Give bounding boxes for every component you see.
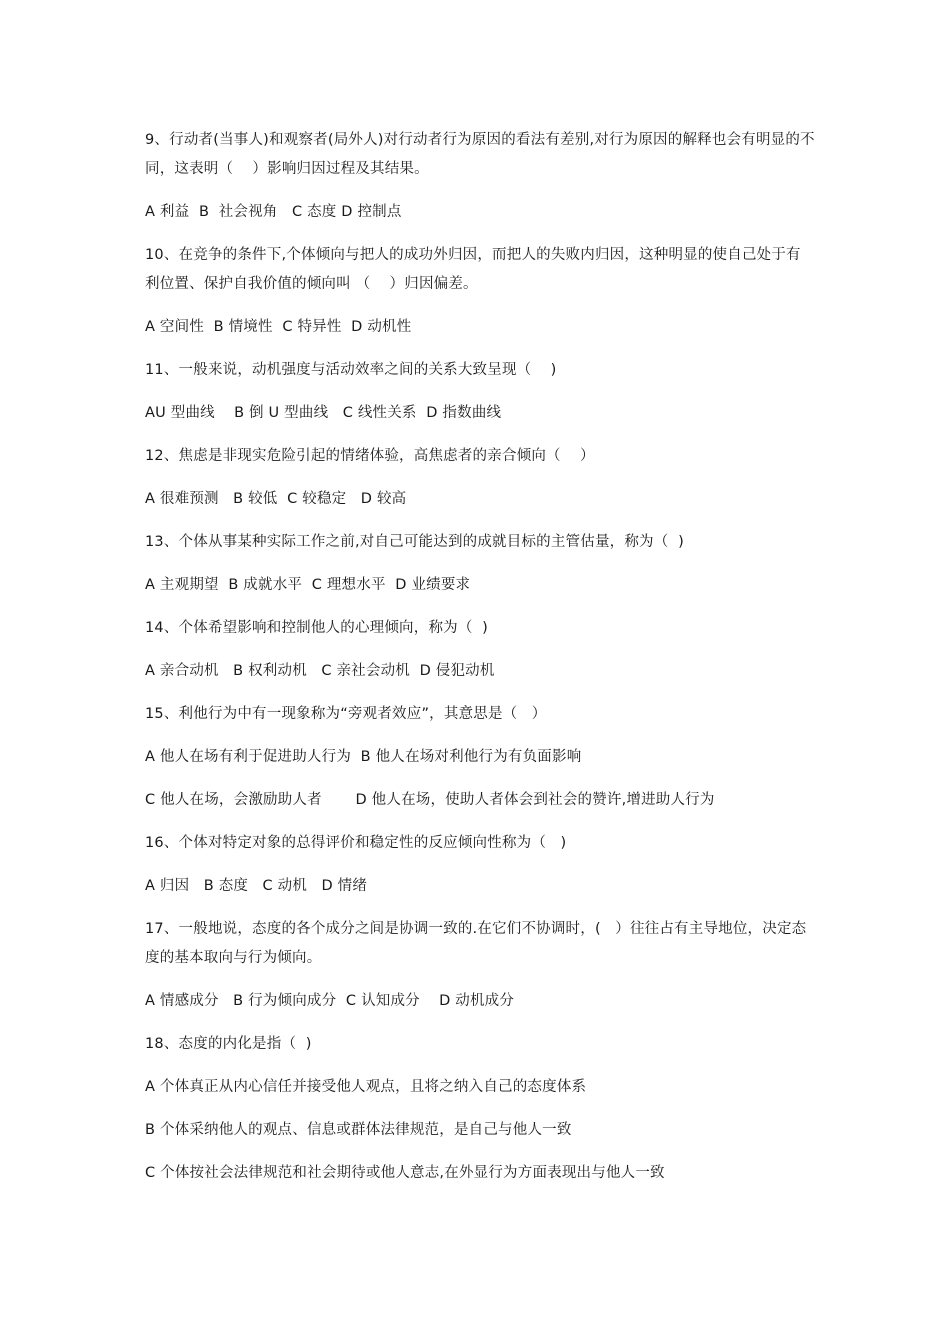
options-11: AU 型曲线 B 倒 U 型曲线 C 线性关系 D 指数曲线 (145, 405, 502, 421)
option-18-c: C 个体按社会法律规范和社会期待或他人意志,在外显行为方面表现出与他人一致 (145, 1165, 665, 1181)
options-15-ab: A 他人在场有利于促进助人行为 B 他人在场对利他行为有负面影响 (145, 749, 582, 765)
option-18-b: B 个体采纳他人的观点、信息或群体法律规范，是自己与他人一致 (145, 1122, 572, 1138)
question-18: 18、态度的内化是指（ ) (145, 1036, 312, 1052)
option-18-a: A 个体真正从内心信任并接受他人观点，且将之纳入自己的态度体系 (145, 1079, 587, 1095)
document-body (145, 126, 815, 1202)
question-9: 9、行动者(当事人)和观察者(局外人)对行动者行为原因的看法有差别,对行为原因的解释也会有明显的不同，这表明（ ）影响归因过程及其结果。 (145, 132, 815, 177)
question-16: 16、个体对特定对象的总得评价和稳定性的反应倾向性称为（ ) (145, 835, 567, 851)
options-9: A 利益 B 社会视角 C 态度 D 控制点 (145, 204, 402, 220)
question-15: 15、利他行为中有一现象称为“旁观者效应”，其意思是（ ） (145, 706, 547, 722)
options-12: A 很难预测 B 较低 C 较稳定 D 较高 (145, 491, 407, 507)
options-14: A 亲合动机 B 权利动机 C 亲社会动机 D 侵犯动机 (145, 663, 495, 679)
question-13: 13、个体从事某种实际工作之前,对自己可能达到的成就目标的主管估量，称为（ ) (145, 534, 684, 550)
options-13: A 主观期望 B 成就水平 C 理想水平 D 业绩要求 (145, 577, 471, 593)
options-16: A 归因 B 态度 C 动机 D 情绪 (145, 878, 368, 894)
question-11: 11、一般来说，动机强度与活动效率之间的关系大致呈现（ ) (145, 362, 557, 378)
question-12: 12、焦虑是非现实危险引起的情绪体验，高焦虑者的亲合倾向（ ） (145, 448, 595, 464)
options-15-cd: C 他人在场，会激励助人者 D 他人在场，使助人者体会到社会的赞许,增进助人行为 (145, 792, 715, 808)
question-17: 17、一般地说，态度的各个成分之间是协调一致的.在它们不协调时，( ）往往占有主导地位，决定态度的基本取向与行为倾向。 (145, 921, 807, 966)
options-10: A 空间性 B 情境性 C 特异性 D 动机性 (145, 319, 412, 335)
question-10: 10、在竞争的条件下,个体倾向与把人的成功外归因，而把人的失败内归因，这种明显的使自己处于有利位置、保护自我价值的倾向叫 （ ）归因偏差。 (145, 247, 801, 292)
options-17: A 情感成分 B 行为倾向成分 C 认知成分 D 动机成分 (145, 993, 515, 1009)
question-14: 14、个体希望影响和控制他人的心理倾向，称为（ ) (145, 620, 489, 636)
